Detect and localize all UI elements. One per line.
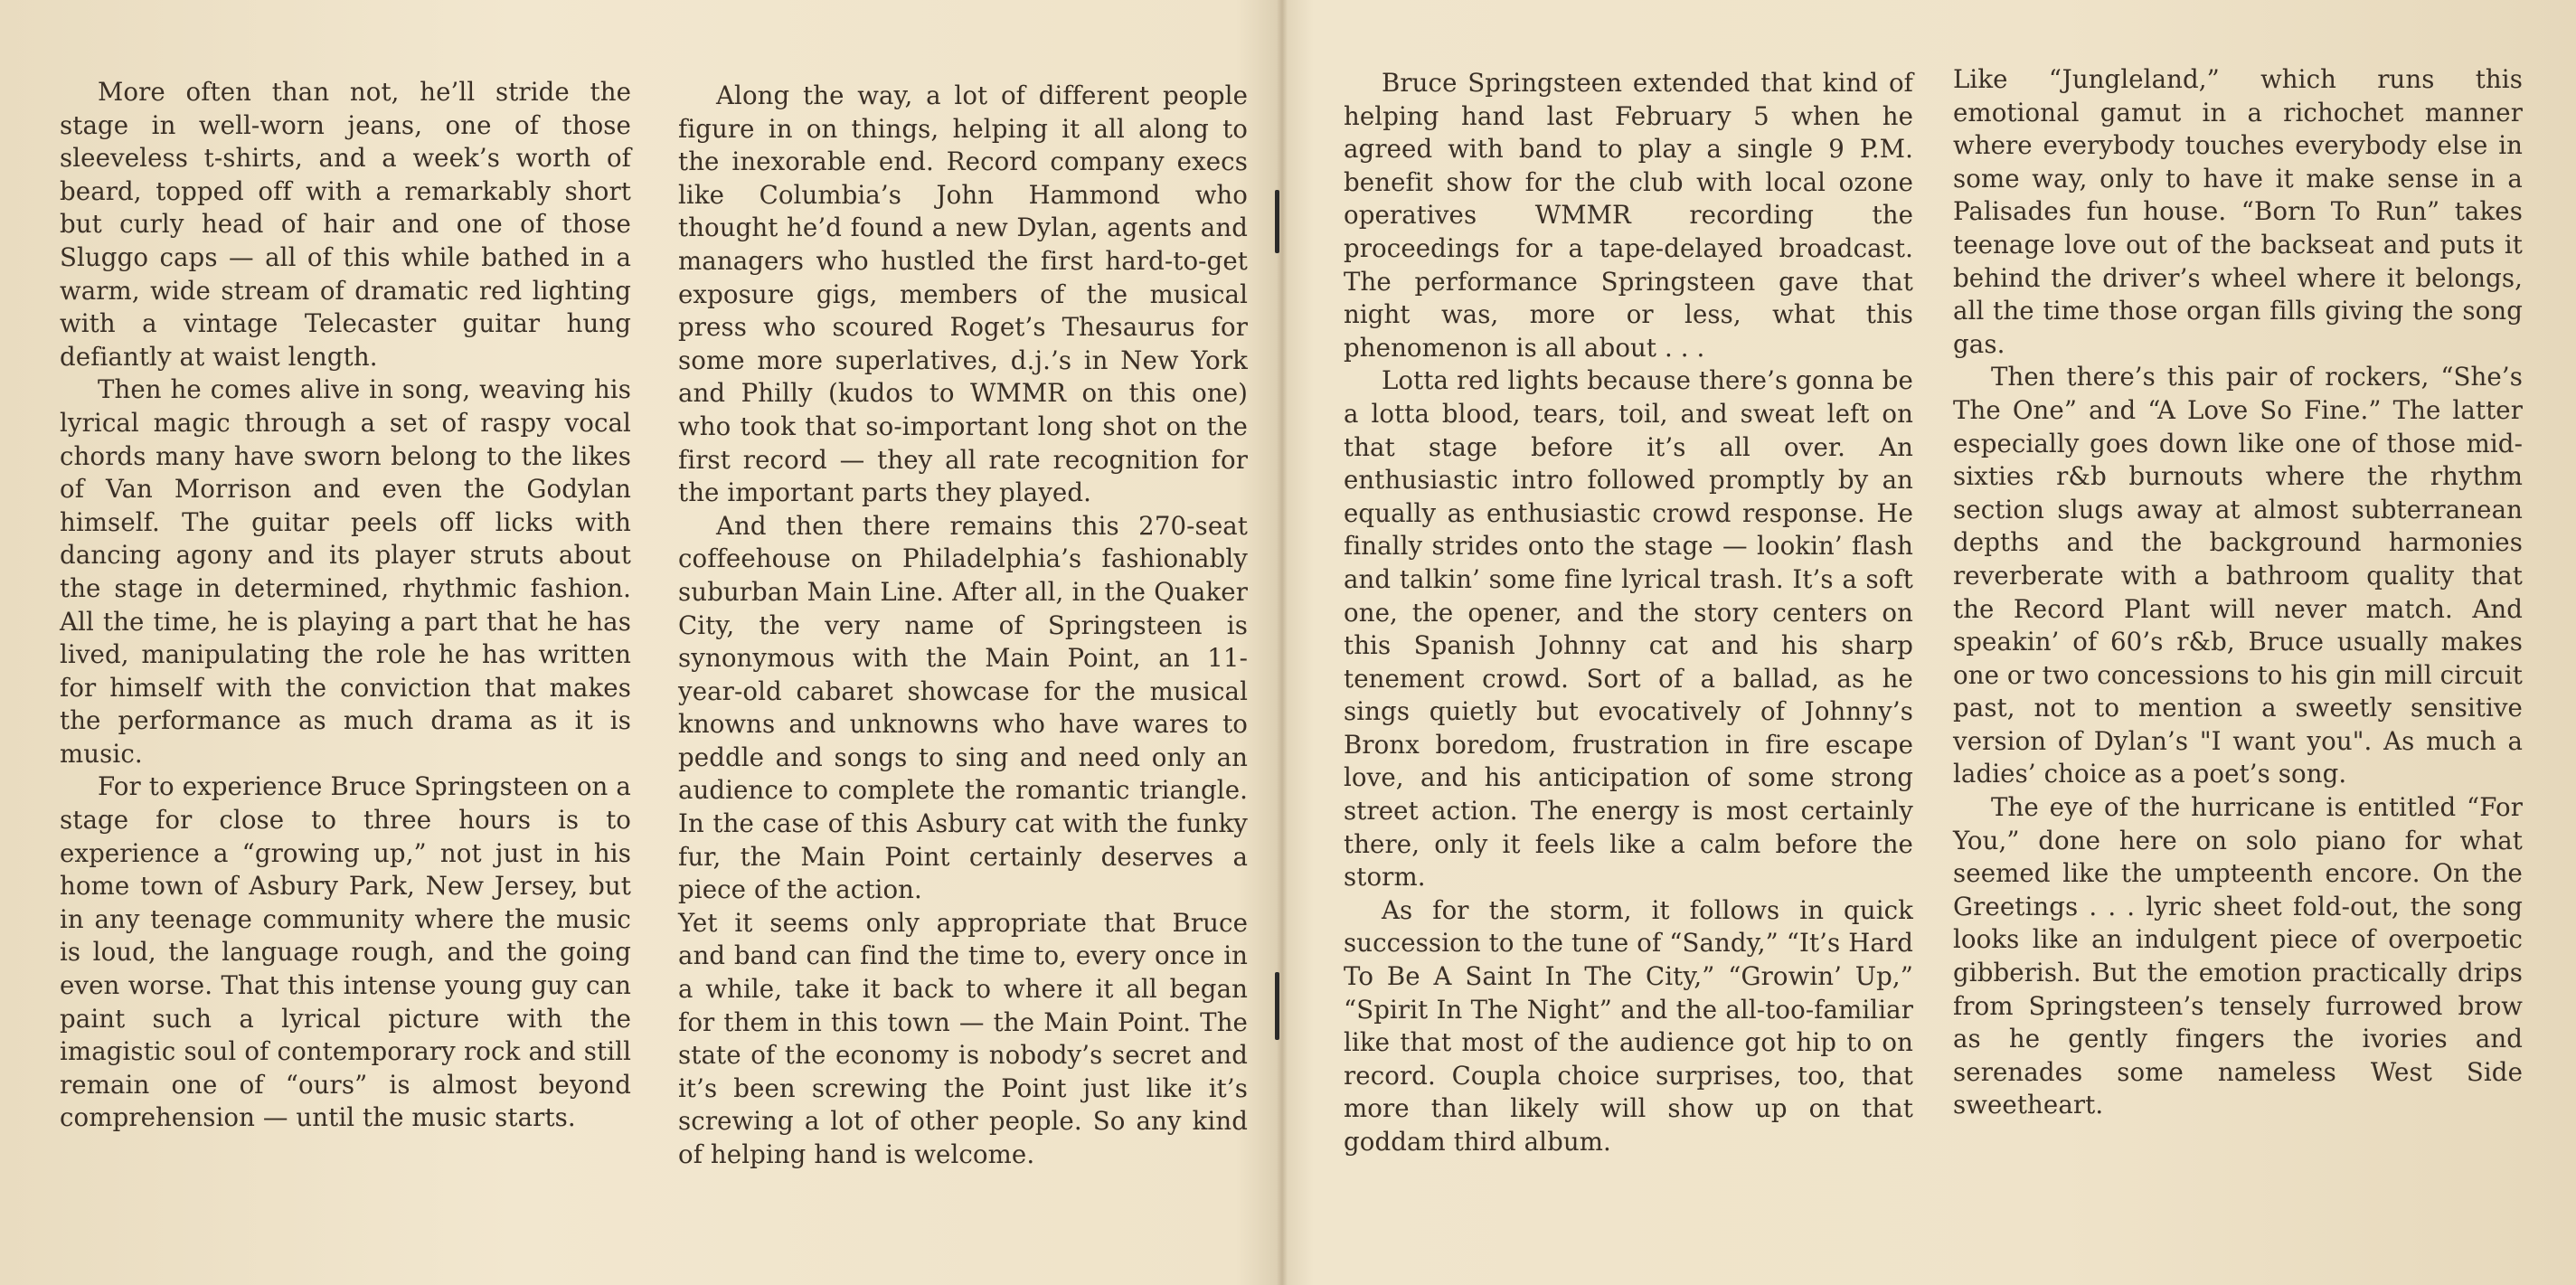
paragraph: As for the storm, it follows in quick succession to the tune of “Sandy,” “It’s Hard To Be A Saint In The City,” “Growin’ Up,” “Spirit In The Night” and the all-too-familiar like that most of the audience got hip to on record. Coupla choice surprises, too, that more than likely will show up on that goddam third album. [1344,894,1913,1157]
right-page-column-2 [1953,63,2523,1122]
right-page-column-1 [1344,67,1913,1159]
paragraph: Yet it seems only appropriate that Bruce and band can find the time to, every once in a while, take it back to where it all began for them in this town — the Main Point. The state of the economy is nobody’s secret and it’s been screwing the Point just like it’s screwing a lot of other people. So any kind of helping hand is welcome. [678,907,1248,1169]
staple-bottom [1275,972,1279,1040]
paragraph: For to experience Bruce Springsteen on a stage for close to three hours is to experience a “growing up,” not just in his home town of Asbury Park, New Jersey, but in any teenage community where the music is loud, the language rough, and the going even worse. That this intense young guy can paint such a lyrical picture with the imagistic soul of contemporary rock and still remain one of “ours” is almost beyond comprehension — until the music starts. [60,771,631,1133]
paragraph: Bruce Springsteen extended that kind of helping hand last February 5 when he agreed with band to play a single 9 P.M. benefit show for the club with local ozone operatives WMMR recording the proceedings for a tape-delayed broadcast. The performance Springsteen gave that night was, more or less, what this phenomenon is all about . . . [1344,68,1913,363]
paragraph: Like “Jungleland,” which runs this emotional gamut in a richochet manner where everybody touches everybody else in some way, only to have it make sense in a Palisades fun house. “Born To Run” takes teenage love out of the backseat and puts it behind the driver’s wheel where it belongs, all the time those organ fills giving the song gas. [1953,64,2523,359]
paragraph: And then there remains this 270-seat coffeehouse on Philadelphia’s fashionably suburban Main Line. After all, in the Quaker City, the very name of Springsteen is synonymous with the Main Point, an 11-year-old cabaret showcase for the musical knowns and unknowns who have wares to peddle and songs to sing and need only an audience to complete the romantic triangle. In the case of this Asbury cat with the funky fur, the Main Point certainly deserves a piece of the action. [678,510,1248,905]
left-page-column-1 [60,76,631,1135]
paragraph: More often than not, he’ll stride the stage in well-worn jeans, one of those sleeveless t-shirts, and a week’s worth of beard, topped off with a remarkably short but curly head of hair and one of those Sluggo caps — all of this while bathed in a warm, wide stream of dramatic red lighting with a vintage Telecaster guitar hung defiantly at waist length. [60,77,631,372]
paragraph: Lotta red lights because there’s gonna be a lotta blood, tears, toil, and sweat left on that stage before it’s all over. An enthusiastic intro followed promptly by an equally as enthusiastic crowd response. He finally strides onto the stage — lookin’ flash and talkin’ some fine lyrical trash. It’s a soft one, the opener, and the story centers on this Spanish Johnny cat and his sharp tenement crowd. Sort of a ballad, as he sings quietly but evocatively of Johnny’s Bronx boredom, frustration in fire escape love, and his anticipation of some strong street action. The energy is most certainly there, only it feels like a calm before the storm. [1344,365,1913,893]
paragraph: Along the way, a lot of different people figure in on things, helping it all along to the inexorable end. Record company execs like Columbia’s John Hammond who thought he’d found a new Dylan, agents and managers who hustled the first hard-to-get exposure gigs, members of the musical press who scoured Roget’s Thesaurus for some more superlatives, d.j.’s in New York and Philly (kudos to WMMR on this one) who took that so-important long shot on the first record — they all rate recognition for the important parts they played. [678,80,1248,508]
left-page-column-2 [678,80,1248,1172]
staple-top [1275,190,1279,253]
paragraph: Then there’s this pair of rockers, “She’s The One” and “A Love So Fine.” The latter especially goes down like one of those mid-sixties r&b burnouts where the rhythm section slugs away at almost subterranean depths and the background harmonies reverberate with a bathroom quality that the Record Plant will never match. And speakin’ of 60’s r&b, Bruce usually makes one or two concessions to his gin mill circuit past, not to mention a sweetly sensitive version of Dylan’s "I want you". As much a ladies’ choice as a poet’s song. [1953,362,2523,789]
paragraph: The eye of the hurricane is entitled “For You,” done here on solo piano for what seemed like the umpteenth encore. On the Greetings . . . lyric sheet fold-out, the song looks like an indulgent piece of overpoetic gibberish. But the emotion practically drips from Springsteen’s tensely furrowed brow as he gently fingers the ivories and serenades some nameless West Side sweetheart. [1953,792,2523,1120]
paragraph: Then he comes alive in song, weaving his lyrical magic through a set of raspy vocal chords many have sworn belong to the likes of Van Morrison and even the Godylan himself. The guitar peels off licks with dancing agony and its player struts about the stage in determined, rhythmic fashion. All the time, he is playing a part that he has lived, manipulating the role he has written for himself with the conviction that makes the performance as much drama as it is music. [60,374,631,769]
